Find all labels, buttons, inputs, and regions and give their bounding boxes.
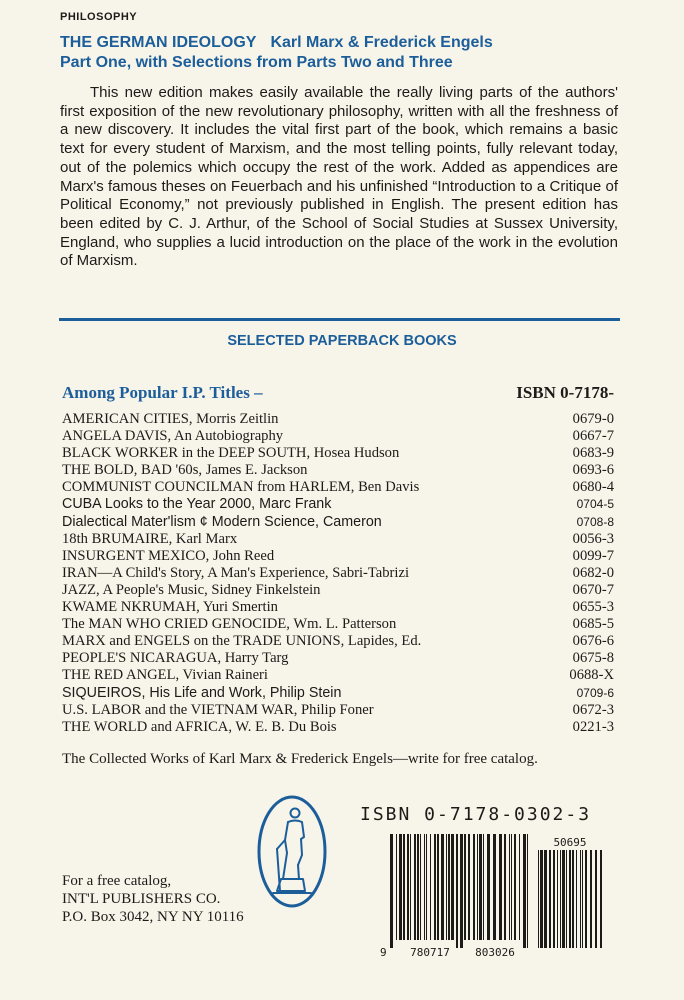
barcode-bar bbox=[420, 834, 421, 940]
book-list-isbn: 0676-6 bbox=[572, 633, 614, 650]
catalog-line-1: For a free catalog, bbox=[62, 873, 172, 889]
barcode-bar bbox=[487, 834, 490, 940]
barcode-bar bbox=[426, 834, 427, 940]
book-list-isbn: 0056-3 bbox=[572, 530, 614, 547]
barcode-bar bbox=[414, 834, 416, 940]
barcode-bar bbox=[403, 834, 405, 940]
book-list-item bbox=[62, 514, 614, 531]
book-list-title: The MAN WHO CRIED GENOCIDE, Wm. L. Patterson bbox=[62, 616, 397, 633]
barcode-bar bbox=[456, 834, 458, 948]
book-subtitle: Part One, with Selections from Parts Two and Three bbox=[60, 54, 453, 71]
section-divider bbox=[59, 318, 620, 321]
book-list-title: THE WORLD and AFRICA, W. E. B. Du Bois bbox=[62, 718, 337, 735]
barcode-bar bbox=[448, 834, 450, 940]
barcode-right-digits: 803026 bbox=[475, 946, 515, 959]
barcode-bar bbox=[523, 834, 526, 948]
book-list-isbn: 0655-3 bbox=[572, 599, 614, 616]
barcode-bar bbox=[519, 834, 520, 940]
catalog-address bbox=[62, 872, 244, 926]
barcode-bar bbox=[468, 834, 470, 940]
book-title: THE GERMAN IDEOLOGY bbox=[60, 34, 257, 51]
book-list-isbn: 0682-0 bbox=[572, 564, 614, 581]
book-list-item bbox=[62, 650, 614, 667]
book-list-isbn: 0667-7 bbox=[572, 428, 614, 445]
book-list-isbn: 0680-4 bbox=[572, 479, 614, 496]
section-title: SELECTED PAPERBACK BOOKS bbox=[227, 333, 457, 349]
book-list-title: BLACK WORKER in the DEEP SOUTH, Hosea Hudson bbox=[62, 445, 400, 462]
barcode-bar bbox=[424, 834, 425, 940]
book-list bbox=[62, 411, 614, 736]
isbn-prefix: ISBN 0-7178- bbox=[516, 383, 614, 402]
barcode-bar bbox=[511, 834, 512, 940]
barcode-bar bbox=[460, 834, 463, 948]
book-list-title: SIQUEIROS, His Life and Work, Philip Stein bbox=[62, 684, 342, 701]
book-list-item bbox=[62, 565, 614, 582]
book-list-item bbox=[62, 445, 614, 462]
book-list-isbn: 0709-6 bbox=[576, 685, 614, 700]
barcode-bar bbox=[582, 850, 583, 948]
barcode-bar bbox=[493, 834, 496, 940]
barcode-bar bbox=[553, 850, 555, 948]
book-list-title: CUBA Looks to the Year 2000, Marc Frank bbox=[62, 496, 332, 513]
barcode-bar bbox=[549, 850, 551, 948]
barcode-bar bbox=[430, 834, 431, 940]
book-list-item bbox=[62, 582, 614, 599]
book-authors: Karl Marx & Frederick Engels bbox=[270, 34, 493, 51]
book-list-item bbox=[62, 719, 614, 736]
book-list-title: INSURGENT MEXICO, John Reed bbox=[62, 547, 275, 564]
book-list-title: 18th BRUMAIRE, Karl Marx bbox=[62, 530, 238, 547]
book-list-isbn: 0683-9 bbox=[572, 445, 614, 462]
book-list-title: ANGELA DAVIS, An Autobiography bbox=[62, 428, 284, 445]
book-list-item bbox=[62, 616, 614, 633]
book-list-item bbox=[62, 633, 614, 650]
book-list-item bbox=[62, 702, 614, 719]
book-list-isbn: 0688-X bbox=[569, 667, 614, 684]
barcode-bar bbox=[446, 834, 447, 940]
publisher-seal-figure-icon bbox=[257, 795, 327, 908]
book-list-item bbox=[62, 685, 614, 702]
book-list-item bbox=[62, 462, 614, 479]
book-list-isbn: 0221-3 bbox=[572, 718, 614, 735]
book-list-isbn: 0672-3 bbox=[572, 701, 614, 718]
barcode-bar bbox=[396, 834, 397, 940]
barcode-bar bbox=[585, 850, 587, 948]
barcode-bar bbox=[473, 834, 475, 940]
barcode-bar bbox=[527, 834, 528, 948]
barcode-bar bbox=[410, 834, 411, 940]
list-header bbox=[62, 383, 614, 403]
barcode-bar bbox=[399, 834, 402, 940]
book-list-title: JAZZ, A People's Music, Sidney Finkelstein bbox=[62, 581, 321, 598]
book-list-isbn: 0708-8 bbox=[576, 514, 614, 529]
ean-barcode-bars bbox=[390, 834, 528, 948]
isbn-label: ISBN 0-7178-0302-3 bbox=[360, 804, 592, 825]
barcode-bar bbox=[595, 850, 597, 948]
book-list-title: MARX and ENGELS on the TRADE UNIONS, Lapides, Ed. bbox=[62, 633, 422, 650]
barcode-bar bbox=[464, 834, 466, 940]
barcode-bar bbox=[451, 834, 454, 940]
book-list-item bbox=[62, 428, 614, 445]
book-list-isbn: 0685-5 bbox=[572, 616, 614, 633]
book-list-title: COMMUNIST COUNCILMAN from HARLEM, Ben Davis bbox=[62, 479, 420, 496]
barcode-bar bbox=[499, 834, 502, 940]
book-list-title: Dialectical Mater'lism ¢ Modern Science, Cameron bbox=[62, 513, 382, 530]
book-list-item bbox=[62, 667, 614, 684]
book-description: This new edition makes easily available the really living parts of the authors' first exposition of the new revolutionary philosophy, written with all the freshness of a new discovery. It includes the vital first part of the book, which remains a basic text for every student of Marxism, and the most telling points, fully relevant today, out of the polemics which occupy the rest of the work. Added as appendices are Marx's famous theses on Feuerbach and his unfinished “Introduction to a Critique of Political Economy,” not previously published in English. The present edition has been edited by C. J. Arthur, of the School of Social Studies at Sussex University, England, who supplies a lucid introduction on the place of the work in the evolution of Marxism. bbox=[60, 84, 618, 270]
barcode-bar bbox=[566, 850, 567, 948]
book-list-title: PEOPLE'S NICARAGUA, Harry Targ bbox=[62, 650, 289, 667]
book-list-title: AMERICAN CITIES, Morris Zeitlin bbox=[62, 411, 279, 427]
book-list-title: THE RED ANGEL, Vivian Raineri bbox=[62, 667, 268, 684]
book-list-isbn: 0670-7 bbox=[572, 581, 614, 598]
barcode-bar bbox=[407, 834, 409, 940]
barcode-bar bbox=[417, 834, 419, 940]
addon-digits: 50695 bbox=[553, 836, 587, 849]
book-list-title: IRAN—A Child's Story, A Man's Experience, Sabri-Tabrizi bbox=[62, 564, 410, 581]
barcode-bar bbox=[538, 850, 539, 948]
barcode-bar bbox=[479, 834, 482, 940]
barcode-bar bbox=[569, 850, 571, 948]
book-title-line bbox=[60, 34, 493, 52]
barcode-bar bbox=[560, 850, 561, 948]
addon-barcode-bars bbox=[538, 850, 602, 948]
book-list-item bbox=[62, 531, 614, 548]
barcode-bar bbox=[580, 850, 581, 948]
barcode-left-digits: 780717 bbox=[410, 946, 450, 959]
book-list-item bbox=[62, 496, 614, 513]
barcode-bar bbox=[504, 834, 506, 940]
barcode-bar bbox=[576, 850, 577, 948]
barcode-bar bbox=[509, 834, 510, 940]
barcode-bar bbox=[544, 850, 547, 948]
barcode-bar bbox=[390, 834, 393, 948]
publisher-name: INT'L PUBLISHERS CO. bbox=[62, 891, 221, 907]
barcode-bar bbox=[434, 834, 436, 940]
book-list-isbn: 0099-7 bbox=[572, 547, 614, 564]
list-heading: Among Popular I.P. Titles – bbox=[62, 383, 263, 402]
book-list-isbn: 0675-8 bbox=[572, 650, 614, 667]
book-list-item bbox=[62, 548, 614, 565]
barcode-bar bbox=[572, 850, 574, 948]
book-list-isbn: 0679-0 bbox=[572, 411, 614, 427]
barcode-bar bbox=[600, 850, 602, 948]
barcode-bar bbox=[540, 850, 543, 948]
barcode-bar bbox=[557, 850, 558, 948]
book-list-title: THE BOLD, BAD '60s, James E. Jackson bbox=[62, 462, 308, 479]
book-list-title: KWAME NKRUMAH, Yuri Smertin bbox=[62, 599, 278, 616]
book-list-item bbox=[62, 599, 614, 616]
barcode-bar bbox=[562, 850, 565, 948]
barcode-bar bbox=[441, 834, 444, 940]
book-list-isbn: 0704-5 bbox=[576, 497, 614, 512]
collected-works-note: The Collected Works of Karl Marx & Frederick Engels—write for free catalog. bbox=[62, 751, 538, 767]
barcode-bar bbox=[477, 834, 478, 940]
barcode-bar bbox=[437, 834, 439, 940]
book-list-isbn: 0693-6 bbox=[572, 462, 614, 479]
book-list-item bbox=[62, 479, 614, 496]
barcode-lead-digit: 9 bbox=[380, 946, 387, 959]
barcode-bar bbox=[483, 834, 484, 940]
barcode-bar bbox=[590, 850, 592, 948]
publisher-address: P.O. Box 3042, NY NY 10116 bbox=[62, 909, 244, 925]
category-label: PHILOSOPHY bbox=[60, 11, 138, 23]
book-list-item bbox=[62, 411, 614, 428]
barcode-bar bbox=[514, 834, 516, 940]
barcode-graphic bbox=[378, 832, 606, 960]
book-list-title: U.S. LABOR and the VIETNAM WAR, Philip Foner bbox=[62, 701, 374, 718]
